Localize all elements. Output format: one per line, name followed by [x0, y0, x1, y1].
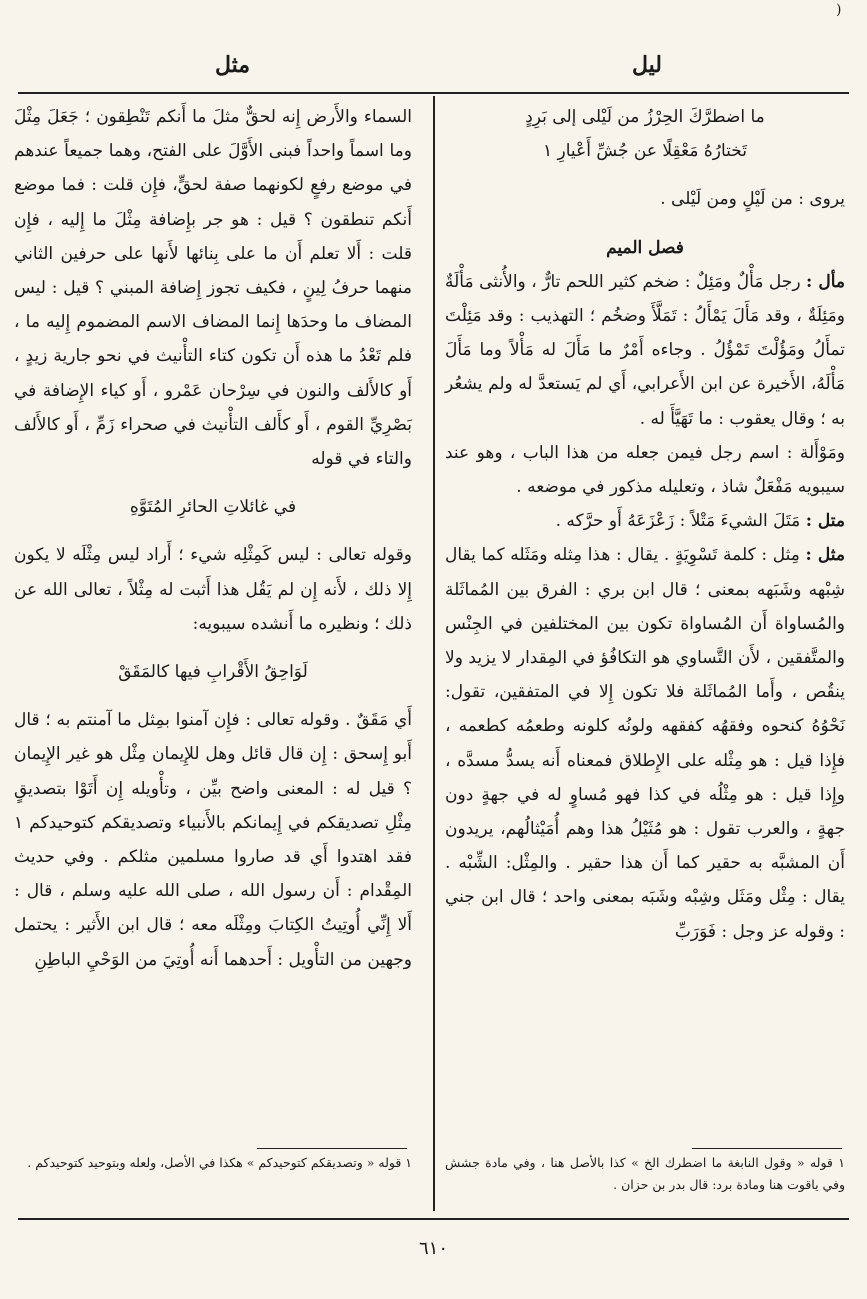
verse-line: لَوَاحِقُ الأَقْرابِ فيها كالمَقَقْ [118, 662, 308, 683]
paragraph: وقوله تعالى : ليس كَمِثْلِه شيء ؛ أَراد ليس مِثْلَه لا يكون إِلا ذلك ، لأَنه إِن لم يَقُل هذا أَثبت له مِثْلاً ، تعالى الله عن ذلك ؛ ونظيره ما أَنشده سيبويه: [14, 545, 412, 634]
entry-text: مَتَلَ الشيءَ مَتْلاً : زَعْزَعَهُ أَو حرَّكه . [555, 511, 801, 532]
entry-text: ومَوْأَلة : اسم رجل فيمن جعله من هذا الباب ، وهو عند سيبويه مَفْعَلٌ شاذ ، وتعليله مذكور في موضعه . [445, 442, 845, 498]
footnote-right: ١ قوله « وقول النابغة ما اضطرك الخ » كذا بالأصل هنا ، وفي مادة جشش وفي ياقوت هنا ومادة برد: قال بدر بن حزان . [445, 1155, 845, 1192]
footnote-left: ١ قوله « وتصديقكم كتوحيدكم » هكذا في الأصل، ولعله وبتوحيد كتوحيدكم . [27, 1155, 412, 1170]
variant-note: يروى : من لَيْلٍ ومن لَيْلى . [660, 189, 845, 210]
section-title: فصل الميم [606, 237, 684, 258]
entry-headword: مأل : [806, 271, 845, 292]
right-column [445, 100, 845, 949]
verse-line: في غائلاتِ الحائرِ المُتَوَّهِ [129, 497, 297, 518]
entry-matala [445, 504, 845, 538]
page-number: ٦١٠ [418, 1238, 448, 1259]
entry-text: مِثل : كلمة تَسْوِيَةٍ . يقال : هذا مِثله ومَثَله كما يقال شِبْهه وشَبَهه بمعنى ؛ قال ابن بري : الفرق بين المُماثَلة والمُساواة أَن المُساواة تكون بين المختلفين في الجِنْس والمتَّفقين ، لأَن التَّساوي هو التكافُؤ في المِقدار لا يزيد ولا ينقُص ، وأَما المُماثَلة فلا تكون إِلا في المتفقين، تقول: نَحْوُهُ كنحوه وفقهُه كفقهه ولونُه كلونه وطعمُه كطعمه ، فإِذا قيل : هو مِثْله على الإِطلاق فمعناه أَنه يسدُّ مسدَّه ، وإِذا قيل : هو مِثْلُه في كذا فهو مُساوٍ له في جهةٍ دون جهةٍ ، والعرب تقول : هو مُثَيْلُ هذا وهم أُمَيْثالُهم، يريدون أَن المشبَّه به حقير كما أَن هذا حقير . والمِثْل: الشِّبْه . يقال : مِثْل ومَثَل وشِبْه وشَبَه بمعنى واحد ؛ قال ابن جني : وقوله عز وجل : فَوَرَبِّ [445, 545, 845, 942]
left-column [14, 100, 412, 977]
verse-line: ما اضطرَّكَ الحِرْزُ من لَيْلى إلى بَرِدٍ [525, 107, 765, 127]
corner-mark: ( [836, 2, 842, 18]
entry-headword: مثل : [805, 545, 845, 566]
entry-maal [445, 265, 845, 436]
paragraph: أَي مَقَقٌ . وقوله تعالى : فإِن آمنوا بمِثل ما آمنتم به ؛ قال أَبو إِسحق : إِن قال قائل وهل للإِيمان مِثْل هو غير الإِيمان ؟ قيل له : المعنى واضح بيِّن ، وتأْويله إِن أَتَوْا بتصديقٍ مِثْلِ تصديقكم في إِيمانكم بالأَنبياء وتصديقكم كتوحيدكم ١ فقد اهتدوا أَي قد صاروا مسلمين مثلكم . وفي حديث المِقْدام : أَن رسول الله ، صلى الله عليه وسلم ، قال : أَلا إِنِّي أُوتِيتُ الكِتابَ ومِثْلَه معه ؛ قال ابن الأَثير : يحتمل وجهين من التأْويل : أَحدهما أَنه أُوتِيَ من الوَحْيِ الباطِنِ [14, 710, 412, 970]
entry-mithl [445, 538, 845, 948]
verse-line: تَختارُهُ مَعْقِلًا عن جُشِّ أَعْيارِ ١ [543, 141, 747, 162]
footnote-rule [257, 1148, 407, 1149]
running-head-left: مثل [215, 52, 251, 78]
header-rule [18, 92, 849, 94]
paragraph: السماء والأَرض إِنه لحقٌّ مثلَ ما أَنكم تَنْطِقون ؛ جَعَلَ مِثْلَ وما اسماً واحداً فبنى الأَوَّلَ على الفتح، وهما جميعاً عندهم في موضع رفعٍ لكونهما صفة لحقٍّ، فإِن قلت : فما موضع أَنكم تنطقون ؟ قيل : هو جر بإِضافة مِثْلَ ما إِليه ، فإِن قلت : أَلا تعلم أَن ما على بِنائها لأَنها على حرفين الثاني منهما حرفُ لِينٍ ، فكيف تجوز إِضافة المبني ؟ قيل : ليس المضاف ما وحدَها إِنما المضاف الاسم المضموم إِليه ما ، فلم تَعْدُ ما هذه أَن تكون كتاء التأْنيث في نحو جارية زيدٍ ، أَو كالأَلف والنون في سِرْحان عَمْرو ، أَو كياء الإِضافة في بَصْرِيِّ القوم ، أَو كأَلف التأْنيث في صحراء زَمِّ ، أَو كالأَلف والتاء في قوله [14, 107, 412, 470]
footer-rule [18, 1218, 849, 1220]
entry-headword: متل : [805, 511, 845, 532]
entry-text: رجل مَأْلٌ ومَئِلٌ : ضخم كثير اللحم تارٌّ ، والأُنثى مَأْلَةٌ ومَئِلَةٌ ، وقد مَأَلَ يَمْأَلُ : تَمَلَّأَ وضخُم ؛ التهذيب : وقد مَئِلْتَ تمأَلُ ومَؤُلْتَ تَمْؤُلُ . وجاءه أَمْرٌ ما مَأَلَ له مَأْلاً وما مَأَلَ مَأْلَهُ، الأَخيرة عن ابن الأَعرابي، أَي لم يَستعدَّ له ولم يشعُر به ؛ وقال يعقوب : ما تَهَيَّأَ له . [445, 271, 845, 429]
footnote-rule [692, 1148, 842, 1149]
column-divider [433, 96, 435, 1211]
running-head-right: ليل [631, 52, 662, 78]
